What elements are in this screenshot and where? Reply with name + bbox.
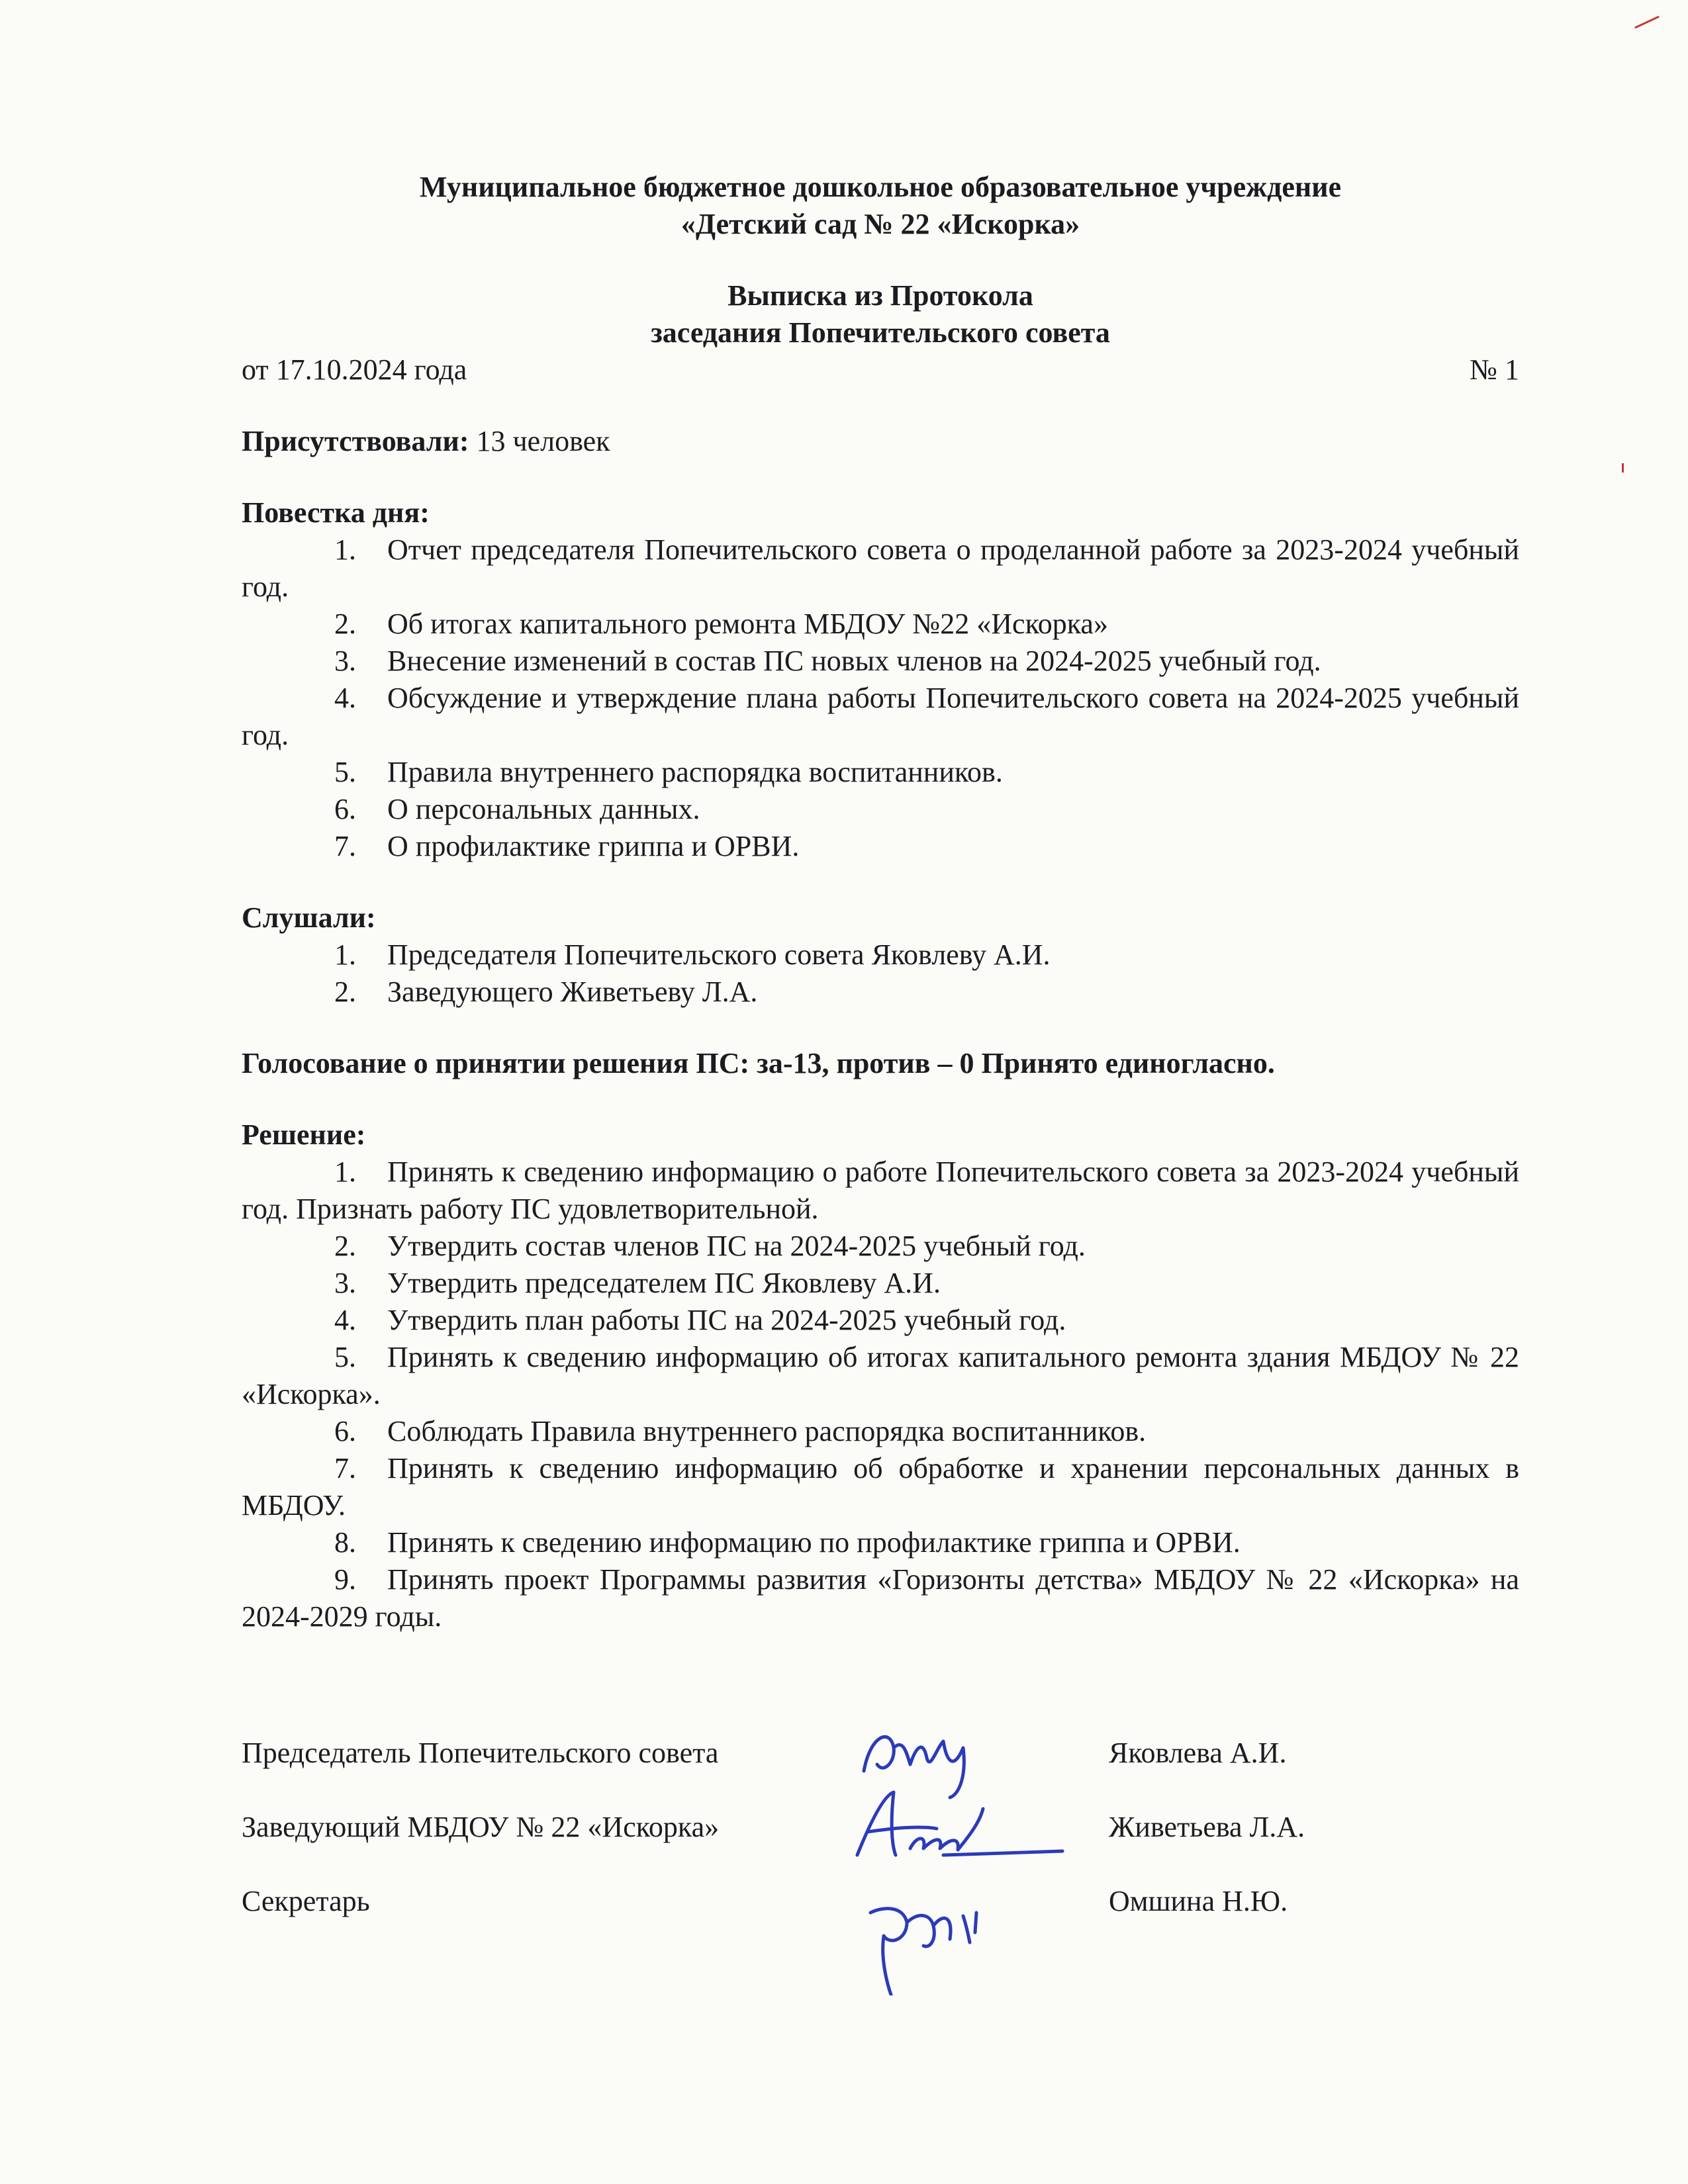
list-item: 7. О профилактике гриппа и ОРВИ. <box>334 830 800 862</box>
signature-block <box>242 1735 1519 1957</box>
document-page <box>242 169 1519 1957</box>
list-item: 1. Председателя Попечительского совета Яковлеву А.И. <box>334 938 1051 971</box>
signer-title: Председатель Попечительского совета <box>242 1737 719 1769</box>
signer-name: Яковлева А.И. <box>1109 1737 1287 1769</box>
signer-title: Секретарь <box>242 1885 370 1917</box>
list-item: 7. Принять к сведению информацию об обработке и хранении персональных данных в МБДОУ. <box>242 1452 1519 1522</box>
decision-list <box>242 1154 1519 1635</box>
list-item: 6. О персональных данных. <box>334 793 700 825</box>
list-item: 2. Заведующего Живетьеву Л.А. <box>334 976 758 1008</box>
doc-title-line2: заседания Попечительского совета <box>651 316 1110 349</box>
heard-heading: Слушали: <box>242 901 376 934</box>
list-item: 4. Обсуждение и утверждение плана работы Попечительского совета на 2024-2025 учебный год. <box>242 682 1519 751</box>
agenda-list <box>242 531 1519 865</box>
attendance-label: Присутствовали: <box>242 425 469 457</box>
heard-list <box>242 936 1519 1011</box>
list-item: 5. Принять к сведению информацию об итогах капитального ремонта здания МБДОУ № 22 «Искорка». <box>242 1341 1519 1410</box>
list-item: 1. Принять к сведению информацию о работе Попечительского совета за 2023-2024 учебный год. Признать работу ПС удовлетворительной. <box>242 1156 1519 1225</box>
list-item: 6. Соблюдать Правила внутреннего распорядка воспитанников. <box>334 1415 1147 1447</box>
attendance-value: 13 человек <box>476 425 610 457</box>
org-name-line2: «Детский сад № 22 «Искорка» <box>680 208 1080 240</box>
scan-mark <box>1622 463 1624 473</box>
list-item: 5. Правила внутреннего распорядка воспитанников. <box>334 756 1003 788</box>
org-name-line1: Муниципальное бюджетное дошкольное образовательное учреждение <box>419 171 1342 203</box>
protocol-date: от 17.10.2024 года <box>242 353 467 386</box>
signer-name: Живетьева Л.А. <box>1109 1811 1305 1843</box>
list-item: 3. Утвердить председателем ПС Яковлеву А.И. <box>334 1267 941 1299</box>
agenda-heading: Повестка дня: <box>242 496 430 529</box>
list-item: 4. Утвердить план работы ПС на 2024-2025 учебный год. <box>334 1304 1066 1336</box>
list-item: 3. Внесение изменений в состав ПС новых членов на 2024-2025 учебный год. <box>334 645 1321 677</box>
decision-heading: Решение: <box>242 1118 366 1151</box>
list-item: 9. Принять проект Программы развития «Горизонты детства» МБДОУ № 22 «Искорка» на 2024-2029 годы. <box>242 1563 1519 1633</box>
handwritten-signature-head <box>844 1782 1082 1875</box>
attendance <box>242 423 1519 460</box>
list-item: 2. Утвердить состав членов ПС на 2024-2025 учебный год. <box>334 1230 1086 1262</box>
list-item: 1. Отчет председателя Попечительского совета о проделанной работе за 2023-2024 учебный год. <box>242 533 1519 603</box>
signature-row-secretary <box>242 1883 1519 1957</box>
protocol-number: № 1 <box>1470 353 1519 386</box>
scan-mark <box>1634 16 1660 29</box>
doc-title-line1: Выписка из Протокола <box>727 279 1033 312</box>
signer-title: Заведующий МБДОУ № 22 «Искорка» <box>242 1811 720 1843</box>
list-item: 8. Принять к сведению информацию по профилактике гриппа и ОРВИ. <box>334 1526 1241 1559</box>
list-item: 2. Об итогах капитального ремонта МБДОУ №22 «Искорка» <box>334 608 1108 640</box>
date-number-row <box>242 351 1519 388</box>
vote-result: Голосование о принятии решения ПС: за-13, против – 0 Принято единогласно. <box>242 1047 1275 1079</box>
handwritten-signature-secretary <box>844 1870 1082 1995</box>
signer-name: Омшина Н.Ю. <box>1109 1885 1288 1917</box>
